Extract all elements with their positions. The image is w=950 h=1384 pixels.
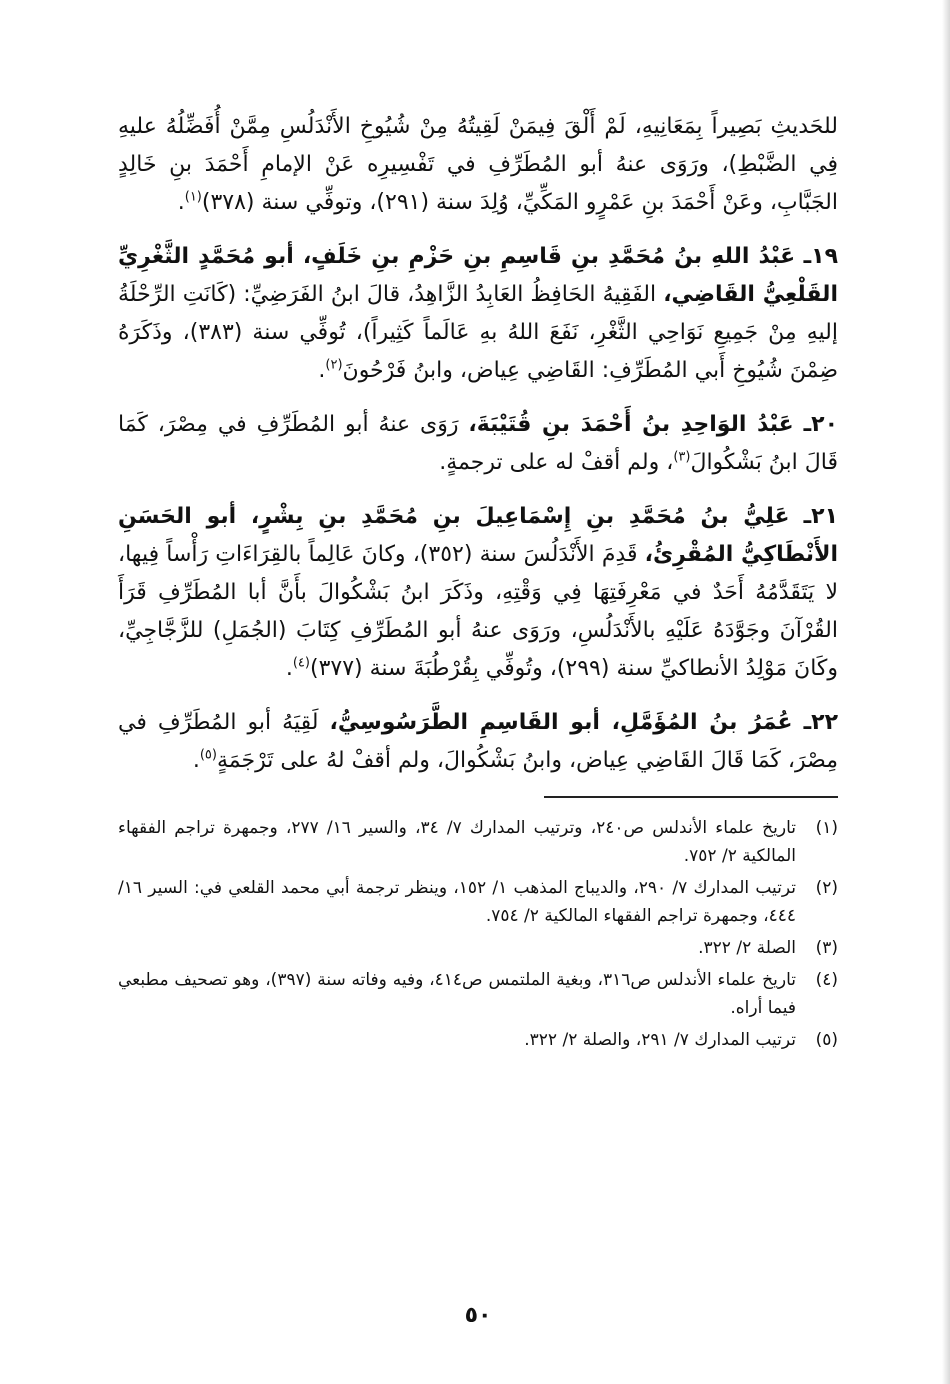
footnote-item: [118, 966, 838, 1022]
footnote-text: الصلة ٢/ ٣٢٢.: [698, 938, 796, 958]
entry-text: لَقِيَهُ أبو المُطَرِّفِ في مِصْرَ، كَمَا قَالَ القَاضِي عِياض، وابنُ بَشْكُوالَ، ولم أقفْ لهُ على تَرْجَمَةٍ: [118, 710, 838, 773]
footnote-ref: (٣): [673, 449, 691, 465]
entry-20: [118, 406, 838, 482]
footnote-number: (٣): [815, 938, 838, 958]
paragraph-ending: .: [177, 190, 185, 215]
footnote-ref: (٢): [325, 357, 343, 373]
footnote-ref: (٥): [199, 747, 217, 763]
entry-heading: عُمَرُ بنُ المُؤَمَّلِ، أبو القَاسِمِ الطَّرَسُوسِيُّ،: [329, 710, 793, 735]
entry-text: الفَقِيهُ الحَافِظُ العَابِدُ الزَّاهِدُ، قالَ ابنُ الفَرَضِيِّ: (كَانَتِ الرِّحْلَةُ إليهِ مِنْ جَمِيعِ نَوَاحِي الثَّغْرِ، نَفَعَ اللهُ بهِ عَالَماً كَثِيراً)، تُوفِّي سنة (٣٨٣)، وذَكَرَهُ ضِمْنَ شُيُوخِ أَبي المُطَرِّفِ: القَاضِي عِياض، وابنُ فَرْحُونَ: [118, 282, 838, 383]
entry-19: [118, 238, 838, 390]
scan-shadow-edge: [942, 0, 950, 1384]
paragraph-ending: ، ولم أقفْ له على ترجمةٍ.: [439, 450, 674, 475]
footnote-text: تاريخ علماء الأندلس ص٢٤٠، وترتيب المدارك ٧/ ٣٤، والسير ١٦/ ٢٧٧، وجمهرة تراجم الفقهاء المالكية ٢/ ٧٥٢.: [118, 818, 797, 866]
footnotes: [118, 814, 838, 1054]
book-page: [118, 98, 838, 1328]
footnote-number: (٢): [815, 878, 838, 898]
footnote-item: [118, 1026, 838, 1054]
entry-heading: عَبْدُ الوَاحِدِ بنُ أَحْمَدَ بنِ قُتَيْبَةَ،: [468, 412, 794, 437]
entry-22: [118, 704, 838, 780]
paragraph-ending: .: [318, 358, 326, 383]
footnote-text: تاريخ علماء الأندلس ص٣١٦، وبغية الملتمس ص٤١٤، وفيه وفاته سنة (٣٩٧)، وهو تصحيف مطبعي فيما أراه.: [118, 970, 796, 1018]
paragraph-text: للحَديثِ بَصِيراً بِمَعَانِيهِ، لَمْ أَلْقَ فِيمَنْ لَقِيتُهُ مِنْ شُيُوخِ الأَنْدَلُسِ مِمَّنْ أُفَضِّلُهُ عليهِ فِي الضَّبْطِ)، ورَوَى عنهُ أبو المُطَرِّفِ في تَفْسِيرِه عَنْ الإمامِ أَحْمَدَ بنِ خَالِدٍ الجَبَّابِ، وعَنْ أَحْمَدَ بنِ عَمْرٍو المَكِّيِّ، وُلِدَ سنة (٢٩١)، وتوفِّي سنة (٣٧٨): [118, 114, 838, 215]
entry-number: ٢٢ـ: [803, 710, 838, 735]
footnote-divider: [544, 796, 838, 798]
entry-21: [118, 498, 838, 688]
entry-number: ١٩ـ: [803, 244, 838, 269]
paragraph-continuation: [118, 108, 838, 222]
footnote-item: [118, 874, 838, 930]
paragraph-ending: .: [192, 748, 200, 773]
entry-number: ٢٠ـ: [803, 412, 839, 437]
footnote-ref: (١): [184, 189, 202, 205]
entry-text: رَوَى عنهُ أبو المُطَرِّفِ في مِصْرَ، كَمَا قَالَ ابنُ بَشْكُوالَ: [118, 412, 838, 475]
footnote-ref: (٤): [292, 655, 310, 671]
footnote-text: ترتيب المدارك ٧/ ٢٩٠، والديباج المذهب ١/ ١٥٢، وينظر ترجمة أبي محمد القلعي في: السير ١٦/ ٤٤٤، وجمهرة تراجم الفقهاء المالكية ٢/ ٧٥٤.: [118, 878, 797, 926]
paragraph-ending: .: [285, 656, 293, 681]
entry-number: ٢١ـ: [803, 504, 838, 529]
entry-text: قَدِمَ الأَنْدَلُسَ سنة (٣٥٢)، وكانَ عَالِماً بالقِرَاءَاتِ رَأْساً فِيها، لا يَتَقَدَّمُهُ أَحَدٌ في مَعْرِفَتِهَا فِي وَقْتِهِ، وذَكَرَ ابنُ بَشْكُوالَ بأَنَّ أبا المُطَرِّفِ قَرَأَ القُرْآنَ وجَوَّدَهُ عَلَيْهِ بالأَنْدَلُسِ، ورَوَى عنهُ أبو المُطَرِّفِ كِتَابَ (الجُمَلِ) للزَّجَّاجِيِّ، وكَانَ مَوْلِدُ الأنطاكيِّ سنة (٢٩٩)، وتُوفِّي بِقُرْطُبَةَ سنة (٣٧٧): [118, 542, 838, 681]
footnote-number: (٥): [815, 1030, 838, 1050]
page-number: ٥٠: [464, 1303, 492, 1328]
entry-heading: عَلِيُّ بنُ مُحَمَّدِ بنِ إِسْمَاعِيلَ بنِ مُحَمَّدِ بنِ بِشْرٍ، أبو الحَسَنِ الأَنْطَاكِيُّ المُقْرِئُ،: [118, 504, 838, 567]
footnote-item: [118, 934, 838, 962]
footnote-number: (١): [815, 818, 838, 838]
footnote-item: [118, 814, 838, 870]
entry-heading: عَبْدُ اللهِ بنُ مُحَمَّدِ بنِ قَاسِمِ بنِ حَزْمِ بنِ خَلَفٍ، أبو مُحَمَّدٍ الثَّغْرِيِّ القَلْعِيُّ القَاضِي،: [118, 244, 838, 307]
footnote-text: ترتيب المدارك ٧/ ٢٩١، والصلة ٢/ ٣٢٢.: [524, 1030, 796, 1050]
footnote-number: (٤): [815, 970, 838, 990]
